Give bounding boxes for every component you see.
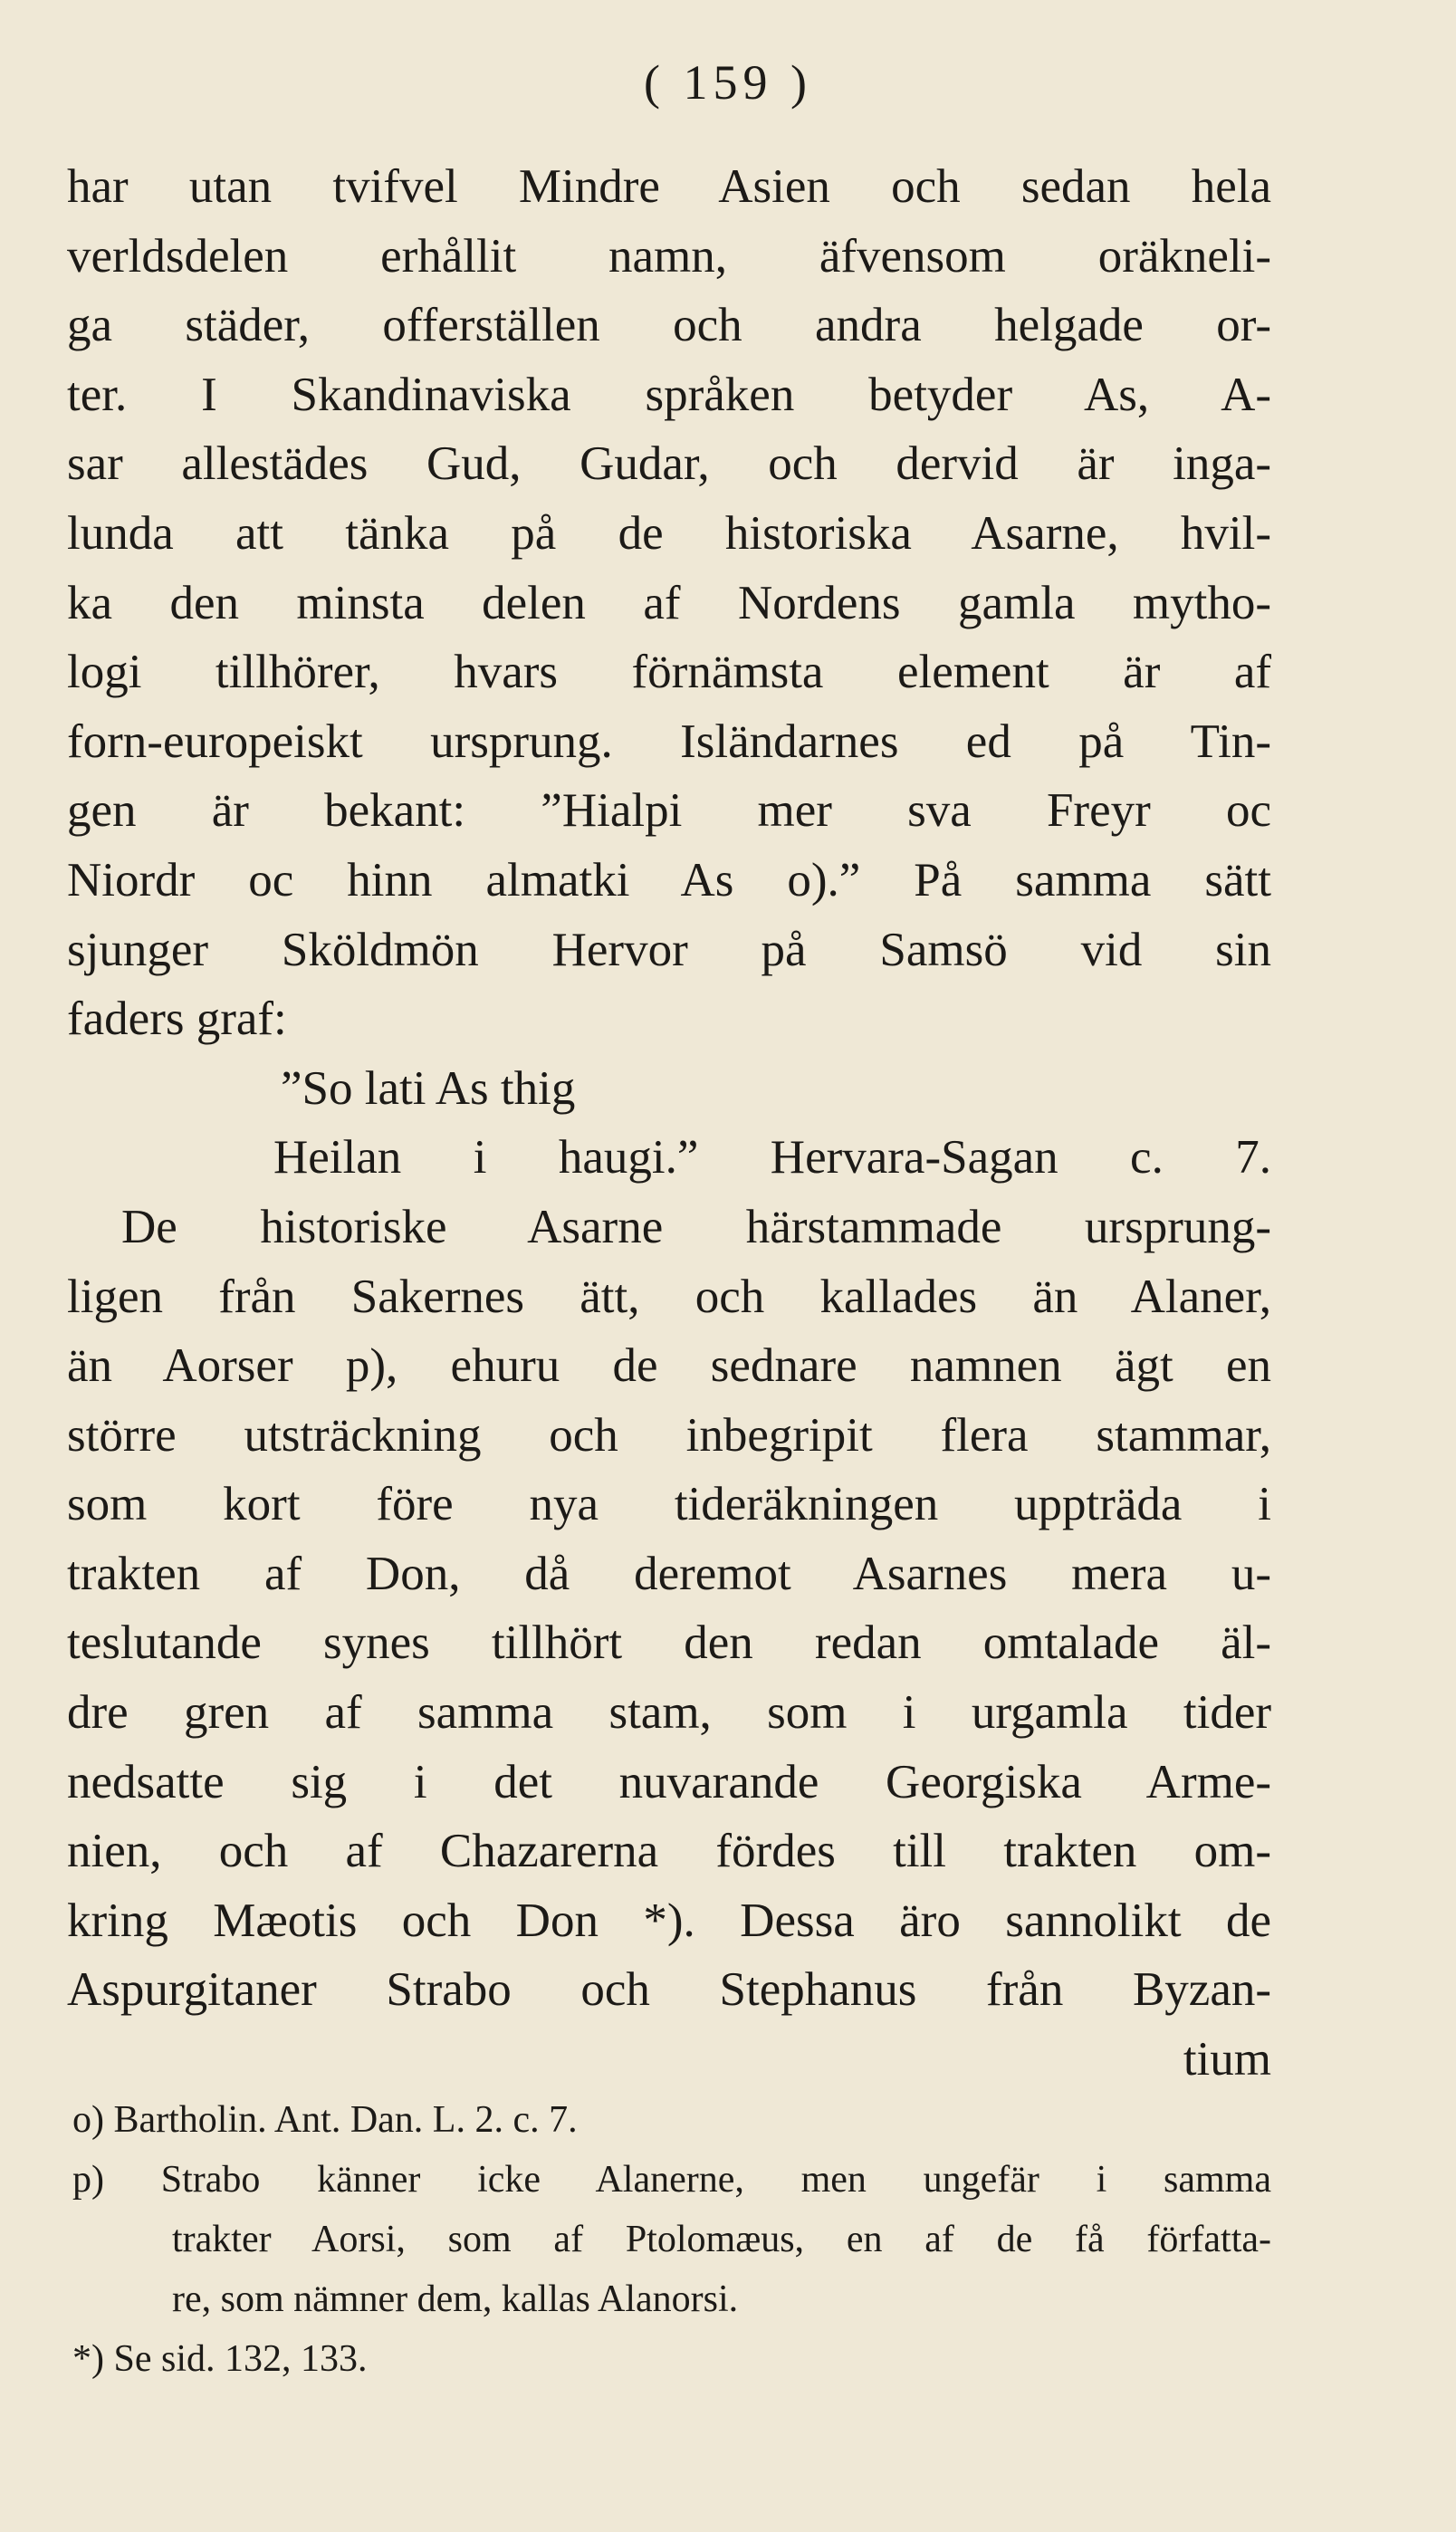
text-line: som kort före nya tideräkningen uppträda i — [67, 1478, 1271, 1531]
text-line: ter. I Skandinaviska språken betyder As, A- — [67, 368, 1271, 421]
text-line: logi tillhörer, hvars förnämsta element är af — [67, 646, 1271, 699]
verse-line: ”So lati As thig — [281, 1061, 576, 1115]
text-line: trakten af Don, då deremot Asarnes mera u- — [67, 1547, 1271, 1600]
body-text — [67, 152, 1271, 2095]
text-line: ga städer, offerställen och andra helgade or- — [67, 299, 1271, 352]
text-line: större utsträckning och inbegripit flera stammar, — [67, 1408, 1271, 1462]
catchword: tium — [1183, 2033, 1271, 2086]
text-line: forn-europeiskt ursprung. Isländarnes ed på Tin- — [67, 715, 1271, 768]
text-line: Niordr oc hinn almatki As o).” På samma sätt — [67, 853, 1271, 906]
text-line: lunda att tänka på de historiska Asarne, hvil- — [67, 506, 1271, 560]
text-line: dre gren af samma stam, som i urgamla tider — [67, 1686, 1271, 1740]
text-line: teslutande synes tillhört den redan omtalade äl- — [67, 1616, 1271, 1670]
text-line: ligen från Sakernes ätt, och kallades än Alaner, — [67, 1270, 1271, 1323]
text-line: ka den minsta delen af Nordens gamla mytho- — [67, 576, 1271, 629]
text-line: verldsdelen erhållit namn, äfvensom oräkneli- — [67, 229, 1271, 283]
text-line: kring Mæotis och Don *). Dessa äro sannolikt de — [67, 1894, 1271, 1947]
text-line: faders graf: — [67, 993, 287, 1046]
text-line: nedsatte sig i det nuvarande Georgiska Arme- — [67, 1755, 1271, 1808]
text-line: har utan tvifvel Mindre Asien och sedan hela — [67, 160, 1271, 213]
text-line: än Aorser p), ehuru de sednare namnen ägt en — [67, 1339, 1271, 1393]
footnote-p-continuation: re, som nämner dem, kallas Alanorsi. — [172, 2278, 739, 2320]
footnote-p-continuation: trakter Aorsi, som af Ptolomæus, en af de få författa- — [172, 2219, 1271, 2260]
text-line: Aspurgitaner Strabo och Stephanus från Byzan- — [67, 1963, 1271, 2017]
footnotes — [72, 2090, 1271, 2389]
text-line: gen är bekant: ”Hialpi mer sva Freyr oc — [67, 784, 1271, 838]
page-number: ( 159 ) — [644, 55, 812, 110]
footnote-o: o) Bartholin. Ant. Dan. L. 2. c. 7. — [72, 2099, 578, 2141]
text-line: sar allestädes Gud, Gudar, och dervid är inga- — [67, 437, 1271, 491]
text-line: De historiske Asarne härstammade ursprung- — [121, 1200, 1271, 1253]
text-line: sjunger Sköldmön Hervor på Samsö vid sin — [67, 923, 1271, 976]
text-line: nien, och af Chazarerna fördes till trakten om- — [67, 1825, 1271, 1878]
footnote-star: *) Se sid. 132, 133. — [72, 2338, 368, 2380]
footnote-p: p) Strabo känner icke Alanerne, men ungefär i samma — [72, 2159, 1271, 2201]
verse-line: Heilan i haugi.” Hervara-Sagan c. 7. — [273, 1131, 1271, 1184]
